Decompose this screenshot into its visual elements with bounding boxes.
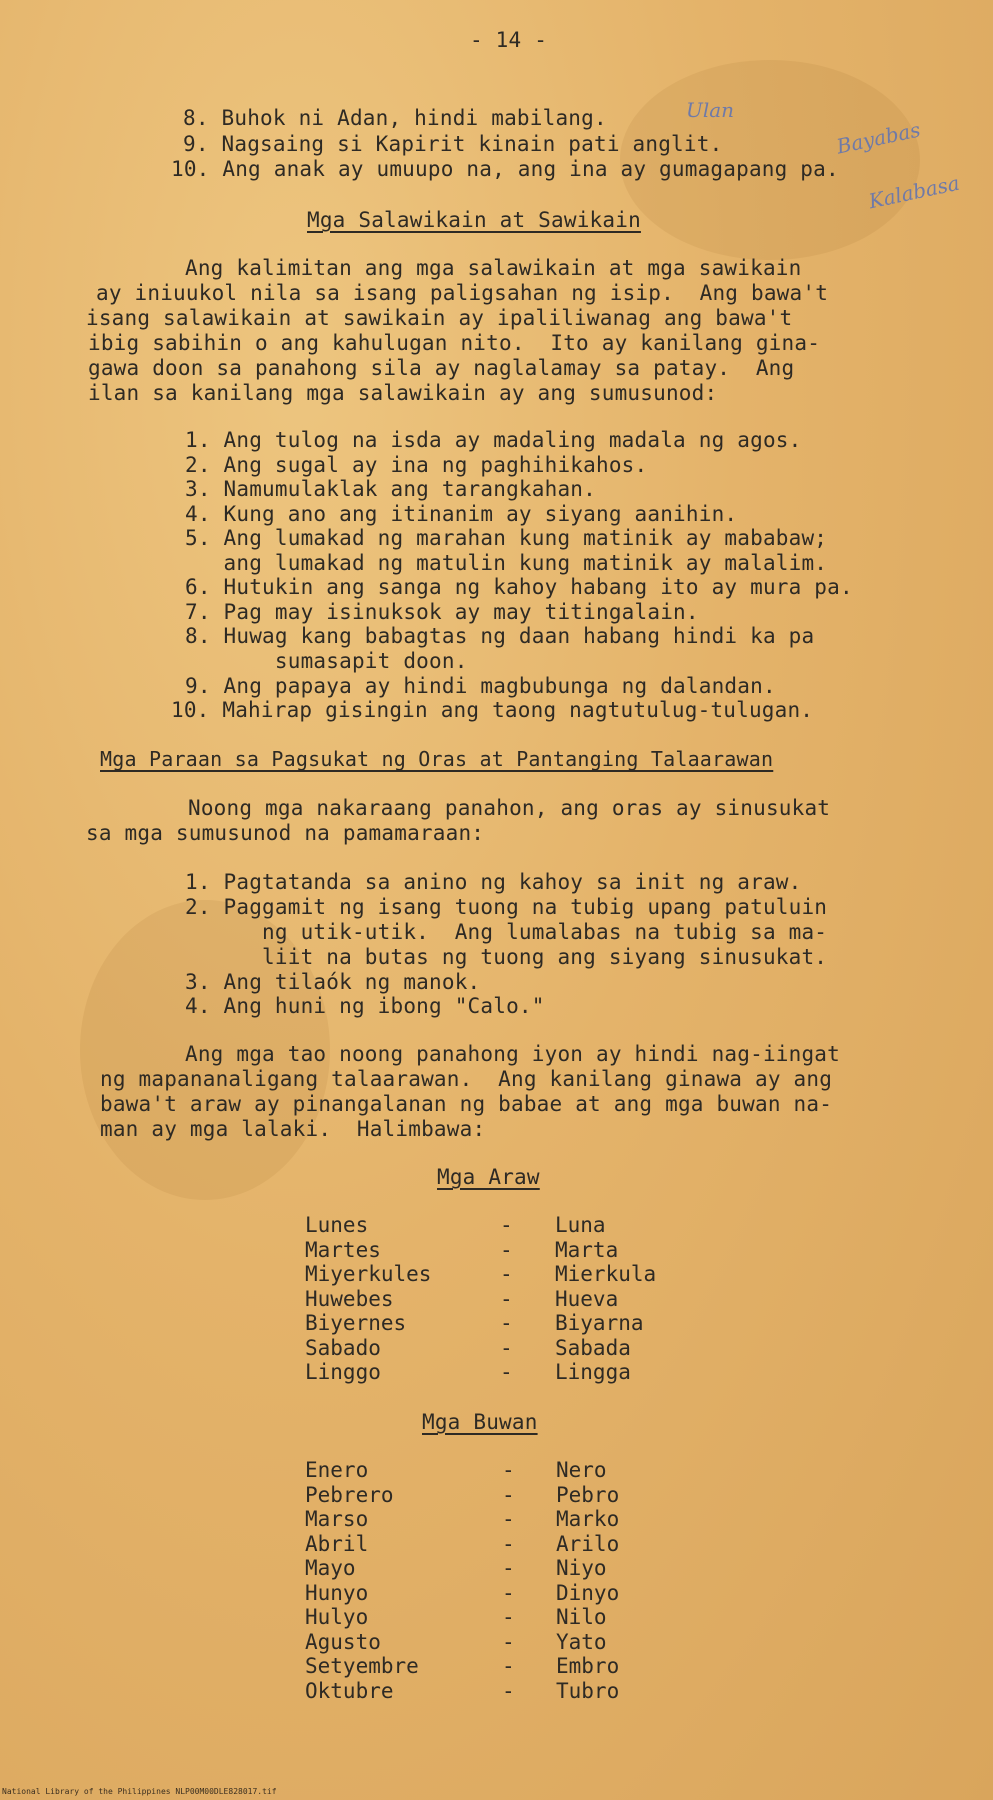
list-item: 10. Mahirap gisingin ang taong nagtutulug-tulugan. — [171, 698, 814, 722]
table-cell-value: Niyo — [556, 1556, 607, 1580]
paragraph-line: Noong mga nakaraang panahon, ang oras ay sinusukat — [188, 796, 831, 820]
table-cell-value: Dinyo — [556, 1580, 620, 1605]
table-cell-name: Biyernes — [305, 1311, 407, 1335]
table-cell-dash: - — [500, 1335, 513, 1360]
riddle-line: 8. Buhok ni Adan, hindi mabilang. — [183, 106, 607, 130]
table-cell-value: Nero — [556, 1458, 607, 1482]
table-cell-value: Luna — [555, 1213, 606, 1237]
list-item: 7. Pag may isinuksok ay may titingalain. — [185, 600, 699, 624]
table-cell-name: Agusto — [305, 1629, 381, 1654]
table-cell-value: Hueva — [555, 1286, 619, 1311]
riddle-line: 9. Nagsaing si Kapirit kinain pati anglit. — [183, 132, 723, 156]
table-cell-value: Sabada — [555, 1335, 631, 1360]
table-cell-name: Marso — [305, 1507, 369, 1531]
list-item: 3. Ang tilaók ng manok. — [185, 970, 481, 994]
table-cell-dash: - — [502, 1531, 515, 1556]
list-item: 3. Namumulaklak ang tarangkahan. — [185, 477, 596, 501]
list-item: 8. Huwag kang babagtas ng daan habang hindi ka pa — [185, 624, 815, 648]
table-cell-value: Marta — [555, 1237, 619, 1262]
table-cell-name: Mayo — [305, 1556, 356, 1580]
days-heading: Mga Araw — [437, 1165, 540, 1189]
list-item: 2. Ang sugal ay ina ng paghihikahos. — [185, 453, 648, 477]
section-heading: Mga Paraan sa Pagsukat ng Oras at Pantanging Talaarawan — [100, 747, 774, 771]
paragraph-line: ilan sa kanilang mga salawikain ay ang sumusunod: — [88, 381, 718, 405]
table-cell-name: Lunes — [305, 1213, 369, 1237]
section-heading: Mga Salawikain at Sawikain — [307, 208, 641, 232]
handwritten-annotation: Bayabas — [834, 117, 923, 159]
list-item: 2. Paggamit ng isang tuong na tubig upang patuluin — [185, 895, 828, 919]
table-cell-name: Hunyo — [305, 1580, 369, 1605]
list-item: 5. Ang lumakad ng marahan kung matinik ay mababaw; — [185, 526, 828, 550]
paragraph-line: sa mga sumusunod na pamamaraan: — [86, 821, 485, 845]
paragraph-line: Ang mga tao noong panahong iyon ay hindi nag-iingat — [185, 1042, 840, 1066]
paragraph-line: isang salawikain at sawikain ay ipaliliwanag ang bawa't — [86, 306, 793, 330]
table-cell-name: Enero — [305, 1458, 369, 1482]
list-item: liit na butas ng tuong ang siyang sinusukat. — [185, 945, 828, 969]
table-cell-name: Hulyo — [305, 1605, 369, 1629]
table-cell-dash: - — [500, 1262, 513, 1286]
table-cell-value: Arilo — [556, 1531, 620, 1556]
paragraph-line: bawa't araw ay pinangalanan ng babae at ang mga buwan na- — [100, 1092, 833, 1116]
table-cell-dash: - — [502, 1629, 515, 1654]
table-cell-value: Yato — [556, 1629, 607, 1654]
paragraph-line: ibig sabihin o ang kahulugan nito. Ito ay kanilang gina- — [88, 331, 821, 355]
table-cell-name: Miyerkules — [305, 1262, 432, 1286]
list-item: ang lumakad ng matulin kung matinik ay malalim. — [185, 551, 828, 575]
table-cell-name: Linggo — [305, 1360, 381, 1384]
footer-credit: National Library of the Philippines NLP00M00DLE828017.tif — [2, 1787, 277, 1796]
table-cell-name: Pebrero — [305, 1482, 394, 1507]
table-cell-dash: - — [500, 1213, 513, 1237]
table-cell-dash: - — [502, 1605, 515, 1629]
table-cell-dash: - — [502, 1482, 515, 1507]
paragraph-line: Ang kalimitan ang mga salawikain at mga sawikain — [185, 256, 802, 280]
table-cell-value: Embro — [556, 1654, 620, 1678]
paragraph-line: man ay mga lalaki. Halimbawa: — [100, 1117, 486, 1141]
table-cell-dash: - — [500, 1360, 513, 1384]
table-cell-name: Huwebes — [305, 1286, 394, 1311]
list-item: 1. Pagtatanda sa anino ng kahoy sa init ng araw. — [185, 870, 802, 894]
table-cell-value: Lingga — [555, 1360, 631, 1384]
list-item: 4. Kung ano ang itinanim ay siyang aanihin. — [185, 502, 738, 526]
table-cell-dash: - — [502, 1654, 515, 1678]
table-cell-dash: - — [500, 1311, 513, 1335]
list-item: 1. Ang tulog na isda ay madaling madala ng agos. — [185, 428, 802, 452]
months-heading: Mga Buwan — [422, 1410, 538, 1434]
paragraph-line: ay iniuukol nila sa isang paligsahan ng isip. Ang bawa't — [96, 281, 829, 305]
table-cell-dash: - — [500, 1237, 513, 1262]
table-cell-dash: - — [502, 1556, 515, 1580]
table-cell-dash: - — [502, 1580, 515, 1605]
table-cell-dash: - — [502, 1507, 515, 1531]
table-cell-name: Martes — [305, 1237, 381, 1262]
table-cell-name: Oktubre — [305, 1678, 394, 1703]
table-cell-value: Marko — [556, 1507, 620, 1531]
handwritten-annotation: Ulan — [686, 98, 735, 122]
table-cell-name: Setyembre — [305, 1654, 419, 1678]
paragraph-line: gawa doon sa panahong sila ay naglalamay sa patay. Ang — [88, 356, 795, 380]
table-cell-dash: - — [500, 1286, 513, 1311]
riddle-line: 10. Ang anak ay umuupo na, ang ina ay gumagapang pa. — [171, 157, 839, 181]
table-cell-value: Pebro — [556, 1482, 620, 1507]
page-number: - 14 - — [470, 28, 548, 52]
list-item: 6. Hutukin ang sanga ng kahoy habang ito ay mura pa. — [185, 575, 853, 599]
table-cell-value: Nilo — [556, 1605, 607, 1629]
list-item: 4. Ang huni ng ibong "Calo." — [185, 994, 545, 1018]
table-cell-value: Tubro — [556, 1678, 620, 1703]
list-item: ng utik-utik. Ang lumalabas na tubig sa ma- — [185, 920, 828, 944]
table-cell-dash: - — [502, 1678, 515, 1703]
table-cell-value: Biyarna — [555, 1311, 644, 1335]
list-item: 9. Ang papaya ay hindi magbubunga ng dalandan. — [185, 674, 776, 698]
handwritten-annotation: Kalabasa — [866, 170, 962, 214]
table-cell-value: Mierkula — [555, 1262, 657, 1286]
table-cell-name: Sabado — [305, 1335, 381, 1360]
list-item: sumasapit doon. — [185, 649, 468, 673]
paragraph-line: ng mapananaligang talaarawan. Ang kanilang ginawa ay ang — [100, 1067, 833, 1091]
table-cell-dash: - — [502, 1458, 515, 1482]
table-cell-name: Abril — [305, 1531, 369, 1556]
